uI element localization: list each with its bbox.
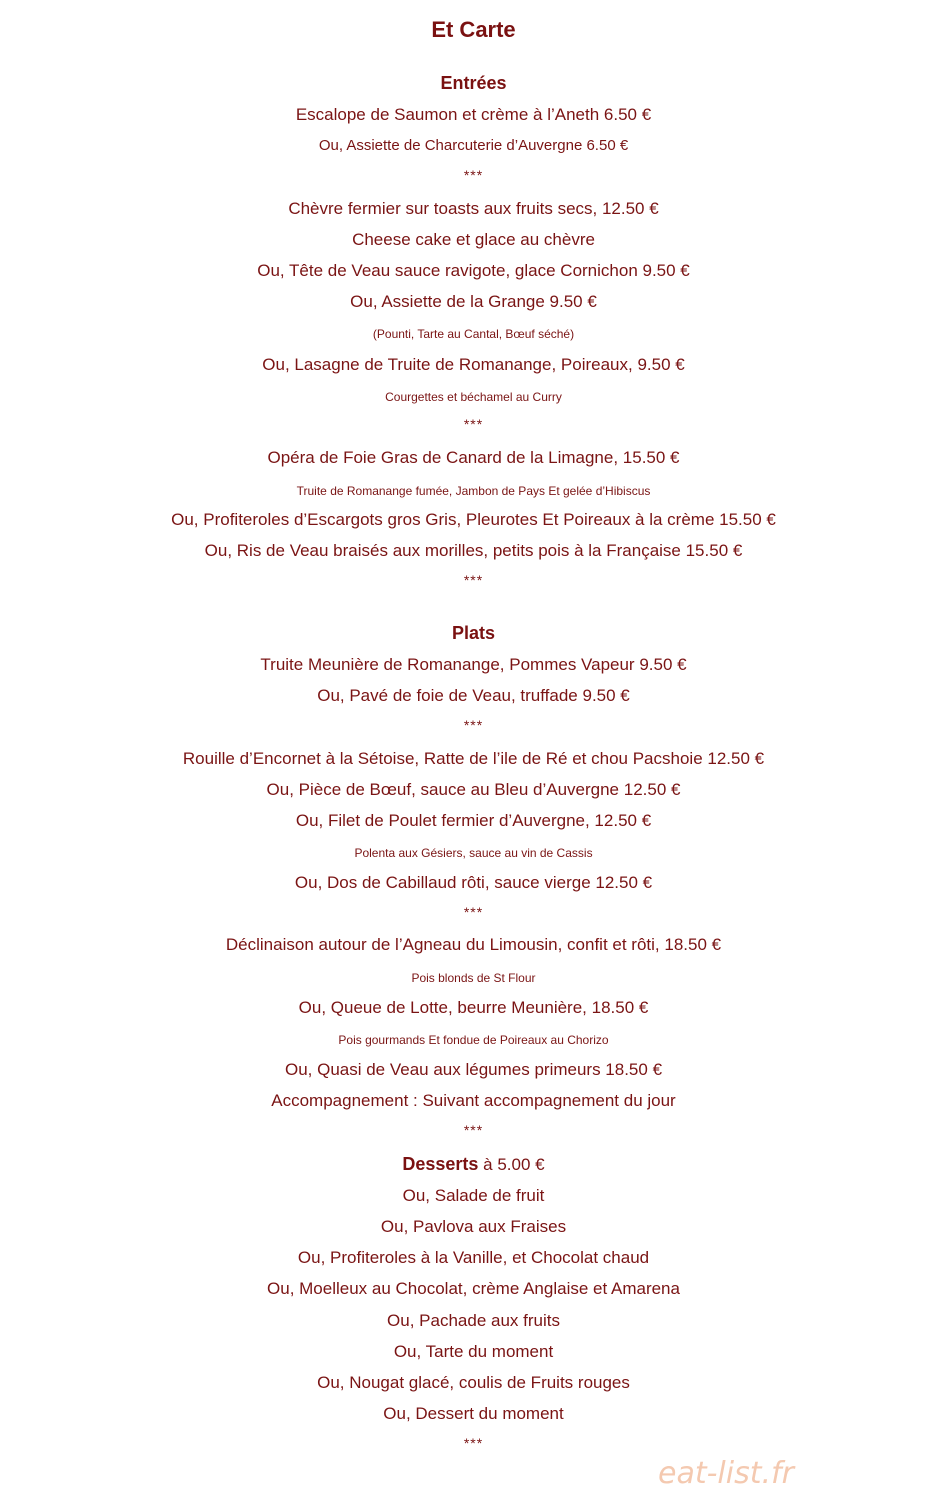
menu-item: Truite Meunière de Romanange, Pommes Vapeur 9.50 € [260,655,687,674]
menu-item: Ou, Nougat glacé, coulis de Fruits rouges [317,1373,630,1392]
watermark: eat-list.fr [658,1456,794,1491]
menu-item-note: Courgettes et béchamel au Curry [385,390,562,404]
menu-item: Ou, Profiteroles à la Vanille, et Chocolat chaud [297,1248,650,1267]
menu-item-note: Pois blonds de St Flour [411,971,536,985]
menu-item: Ou, Tête de Veau sauce ravigote, glace Cornichon 9.50 € [257,261,690,280]
menu-item: Ou, Dos de Cabillaud rôti, sauce vierge 12.50 € [294,873,653,892]
section-heading-desserts [0,1155,947,1173]
separator: *** [463,717,484,733]
separator: *** [463,1122,484,1138]
menu-item: Ou, Pièce de Bœuf, sauce au Bleu d’Auvergne 12.50 € [266,780,681,799]
menu-item: Ou, Pavlova aux Fraises [380,1217,567,1236]
separator: *** [463,167,484,183]
menu-item: Ou, Profiteroles d’Escargots gros Gris, Pleurotes Et Poireaux à la crème 15.50 € [171,510,776,529]
menu-item-note: Polenta aux Gésiers, sauce au vin de Cassis [354,846,593,860]
menu-item: Ou, Quasi de Veau aux légumes primeurs 18.50 € [284,1060,663,1079]
separator: *** [463,1435,484,1451]
menu-item: Ou, Assiette de la Grange 9.50 € [350,292,597,311]
desserts-price: à 5.00 € [478,1155,545,1174]
menu-item: Ou, Ris de Veau braisés aux morilles, petits pois à la Française 15.50 € [204,541,743,560]
menu-item: Cheese cake et glace au chèvre [352,230,595,249]
separator: *** [463,572,484,588]
menu-title: Et Carte [431,17,516,42]
menu-item: Ou, Dessert du moment [383,1404,564,1423]
menu-item: Ou, Queue de Lotte, beurre Meunière, 18.50 € [298,998,649,1017]
menu-item: Chèvre fermier sur toasts aux fruits secs, 12.50 € [288,199,659,218]
menu-item: Accompagnement : Suivant accompagnement du jour [271,1091,676,1110]
separator: *** [463,904,484,920]
menu-item: Ou, Salade de fruit [402,1186,545,1205]
menu-item: Rouille d’Encornet à la Sétoise, Ratte de l’ile de Ré et chou Pacshoie 12.50 € [182,749,765,768]
menu-item: Ou, Pachade aux fruits [387,1311,560,1330]
menu-item: Ou, Tarte du moment [393,1342,554,1361]
menu-item: Ou, Pavé de foie de Veau, truffade 9.50 € [317,686,630,705]
separator: *** [463,416,484,432]
menu-item: Ou, Filet de Poulet fermier d’Auvergne, 12.50 € [295,811,652,830]
menu-item: Ou, Assiette de Charcuterie d’Auvergne 6.50 € [318,137,629,154]
menu-item-note: Pois gourmands Et fondue de Poireaux au Chorizo [338,1033,609,1047]
menu-item: Déclinaison autour de l’Agneau du Limousin, confit et rôti, 18.50 € [225,935,722,954]
section-heading-plats: Plats [451,623,496,643]
desserts-heading-label: Desserts [402,1154,479,1174]
menu-item-note: (Pounti, Tarte au Cantal, Bœuf séché) [372,327,575,341]
section-heading-entrees: Entrées [440,73,507,93]
menu-item: Opéra de Foie Gras de Canard de la Limagne, 15.50 € [267,448,680,467]
menu-item: Ou, Lasagne de Truite de Romanange, Poireaux, 9.50 € [262,355,685,374]
menu-item-note: Truite de Romanange fumée, Jambon de Pays Et gelée d’Hibiscus [296,484,651,498]
menu-item: Escalope de Saumon et crème à l’Aneth 6.50 € [295,105,652,124]
menu-item: Ou, Moelleux au Chocolat, crème Anglaise et Amarena [267,1279,680,1298]
